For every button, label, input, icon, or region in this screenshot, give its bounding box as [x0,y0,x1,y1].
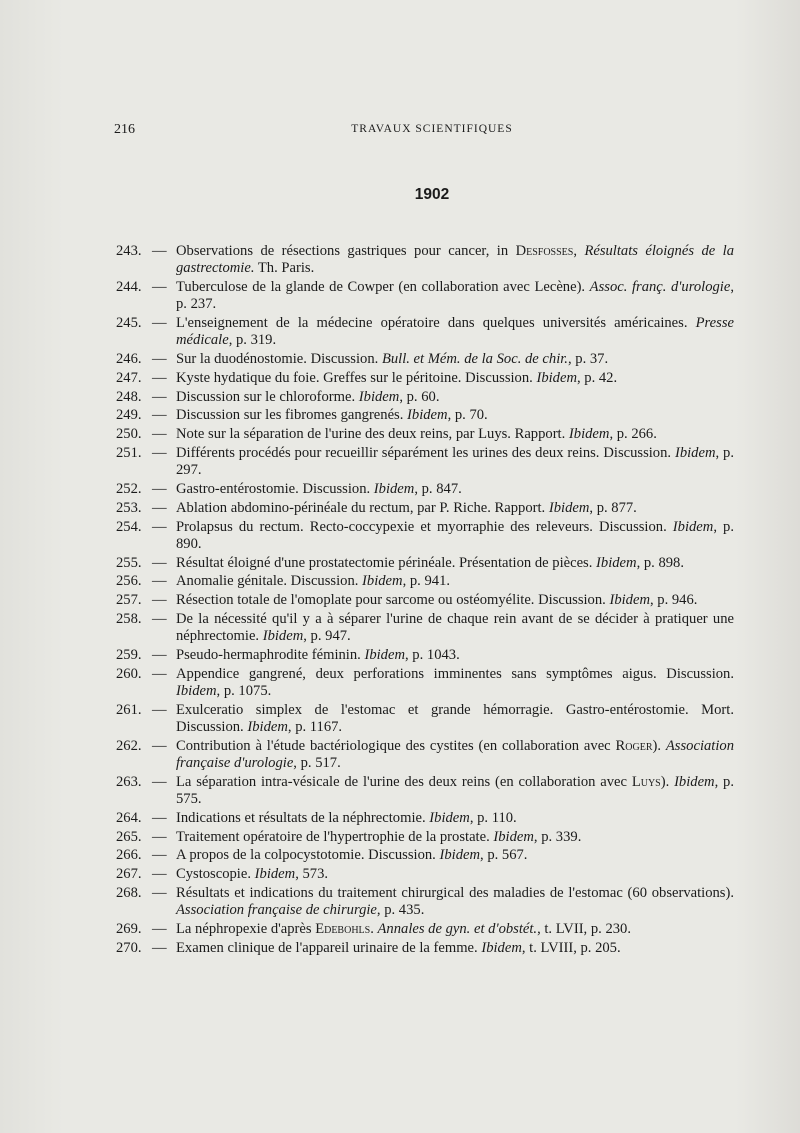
list-item [116,555,734,572]
entry-citation: Ibidem [254,866,296,883]
entry-text-segment: Discussion sur le chloroforme. [176,388,359,405]
entry-citation: Ibidem [358,388,400,405]
entry-number: 254. [116,518,142,535]
entry-citation: Ibidem [429,809,470,826]
entry-text [176,810,517,826]
entry-text [176,445,734,478]
entry-text-segment: , 573. [295,866,329,883]
entry-text [176,866,328,882]
entry-citation: Association française d'urologie [176,737,734,771]
entry-text-segment: L'enseignement de la médecine opératoire dans quelques universités américaines. [176,315,696,331]
entry-text-segment: , p. 110. [469,809,517,826]
entry-citation: Assoc. franç. d'urologie [589,279,731,295]
entry-text-segment: , p. 941. [402,573,451,590]
entry-text-segment: Anomalie génitale. Discussion. [176,573,363,590]
entry-dash: — [152,828,167,845]
entry-citation: Ibidem [439,847,481,864]
entry-text-segment: Appendice gangrené, deux perforations imminentes sans symptômes aigus. Discussion. [176,665,734,682]
entry-citation: Ibidem [674,444,716,461]
entry-dash: — [152,939,167,956]
list-item [116,885,734,919]
entry-author: Roger [615,737,653,754]
entry-citation: Ibidem [362,573,403,590]
entry-number: 255. [116,554,142,571]
entry-text-segment: Différents procédés pour recueillir séparément les urines des deux reins. Discussion. [176,444,675,461]
entry-citation: Ibidem [536,369,577,386]
entry-text-segment: , p. 567. [480,847,528,864]
entry-author: Luys [631,773,661,790]
entry-citation: Ibidem [247,718,288,735]
list-item [116,389,734,406]
entry-text-segment: , p. 898. [636,554,684,571]
list-item [116,407,734,424]
entry-dash: — [152,554,167,571]
entry-number: 249. [116,407,142,424]
entry-dash: — [152,315,167,331]
entry-text-segment: Kyste hydatique du foie. Greffes sur le péritoine. Discussion. [176,369,537,386]
list-item [116,315,734,349]
list-item [116,611,734,645]
entry-text-segment: , t. LVIII, p. 205. [521,939,621,956]
entry-citation: Ibidem [548,499,590,516]
entry-text [176,389,439,405]
entry-text-segment: Indications et résultats de la néphrectomie. [176,809,430,826]
entry-dash: — [152,243,167,259]
entry-text-segment: , p. 70. [447,407,488,424]
list-item [116,847,734,864]
list-item [116,592,734,609]
entry-citation: Ibidem [674,773,715,790]
entry-number: 248. [116,388,142,405]
entry-dash: — [152,369,167,386]
entry-text [176,829,581,845]
year-heading: 1902 [414,186,450,203]
entry-number: 243. [116,243,142,259]
entry-citation: Association française de chirurgie [176,902,377,919]
entry-citation: Ibidem [596,554,637,571]
entry-text-segment: Résultats et indications du traitement chirurgical des maladies de l'estomac (60 observations). [176,884,734,901]
entry-dash: — [152,610,167,627]
entry-number: 270. [116,939,142,956]
entry-text [176,573,450,589]
running-title: TRAVAUX SCIENTIFIQUES [351,123,513,135]
entry-dash: — [152,737,167,754]
entry-text-segment: Th. Paris. [254,260,315,277]
entry-text-segment: Contribution à l'étude bactériologique des cystites (en collaboration avec [176,737,616,754]
entry-text-segment: ). [652,737,666,754]
entry-text-segment: Note sur la séparation de l'urine des deux reins, par Luys. Rapport. [176,426,569,443]
entry-number: 265. [116,828,142,845]
entry-number: 252. [116,480,142,497]
entry-text-segment: , p. 237. [176,279,734,313]
entry-text-segment: , p. 319. [228,332,277,349]
entry-dash: — [152,847,167,864]
entry-text-segment: , p. 575. [176,773,734,807]
entry-text-segment: Examen clinique de l'appareil urinaire de la femme. [176,939,482,956]
entry-text-segment: De la nécessité qu'il y a à séparer l'urine de chaque rein avant de se décider à pratiquer une néphrectomie. [176,610,734,645]
entry-dash: — [152,518,167,535]
entry-text-segment: , p. 60. [399,388,440,405]
entry-citation: Résultats éloignés de la gastrectomie. [176,243,734,277]
entry-text-segment: , p. 435. [376,902,425,919]
entry-text [176,702,734,735]
entry-number: 267. [116,866,142,883]
list-item [116,279,734,313]
entry-text [176,647,460,663]
entry-dash: — [152,773,167,790]
entry-number: 261. [116,701,142,718]
entry-text-segment: , p. 946. [649,592,698,609]
entry-text-segment: Gastro-entérostomie. Discussion. [176,480,374,497]
entry-dash: — [152,701,167,718]
entry-text [176,407,488,423]
entry-dash: — [152,480,167,497]
entry-citation: Annales de gyn. et d'obstét. [377,920,538,937]
list-item [116,738,734,772]
entry-number: 269. [116,920,142,937]
list-item [116,243,734,277]
entry-text-segment: , p. 339. [533,828,582,845]
entry-number: 256. [116,573,142,590]
list-item [116,921,734,938]
entry-text [176,940,621,956]
entry-text-segment: , [573,243,585,259]
entry-text [176,921,631,937]
list-item [116,426,734,443]
entry-text-segment: , p. 1043. [405,646,460,663]
entry-text-segment: Discussion sur les fibromes gangrenés. [176,407,408,424]
entry-number: 262. [116,737,142,754]
entry-text [176,481,462,497]
entry-number: 244. [116,279,142,295]
running-head [114,122,750,140]
list-item [116,647,734,664]
entry-citation: Ibidem [176,682,217,699]
entry-text-segment: Exulceratio simplex de l'estomac et grande hémorragie. Gastro-entérostomie. Mort. Discussion. [176,701,734,735]
list-item [116,829,734,846]
entry-text-segment: , p. 297. [176,444,734,479]
entry-citation: Ibidem [568,426,610,443]
entry-citation: Ibidem [373,480,415,497]
entry-dash: — [152,279,167,295]
entry-text [176,370,617,386]
bibliography-list [116,243,734,959]
entry-dash: — [152,592,167,609]
list-item [116,573,734,590]
entry-citation: Ibidem [262,628,304,645]
entry-number: 251. [116,444,142,461]
list-item [116,666,734,700]
list-item [116,481,734,498]
entry-number: 260. [116,665,142,682]
entry-text [176,315,734,348]
entry-number: 266. [116,847,142,864]
entry-text-segment: Observations de résections gastriques pour cancer, in [176,243,516,259]
entry-text [176,666,734,699]
entry-dash: — [152,426,167,443]
entry-text [176,351,608,367]
entry-citation: Ibidem [364,646,405,663]
entry-dash: — [152,444,167,461]
entry-text-segment: , p. 1167. [287,718,343,735]
entry-number: 246. [116,351,142,367]
entry-text-segment: Sur la duodénostomie. Discussion. [176,351,382,367]
entry-number: 247. [116,369,142,386]
entry-text [176,555,684,571]
list-item [116,370,734,387]
list-item [116,445,734,479]
list-item [116,866,734,883]
entry-text [176,847,527,863]
entry-number: 258. [116,610,142,627]
entry-dash: — [152,407,167,424]
entry-text-segment: , p. 42. [576,369,618,386]
entry-citation: Ibidem [407,407,448,424]
entry-text [176,738,734,771]
entry-text-segment: . [370,920,378,937]
entry-text [176,243,734,276]
entry-text-segment: , p. 947. [303,628,351,645]
entry-text [176,611,734,644]
entry-number: 263. [116,773,142,790]
entry-dash: — [152,866,167,883]
entry-dash: — [152,646,167,663]
entry-text-segment: ). [660,773,675,790]
entry-text-segment: , t. LVII, p. 230. [537,920,631,937]
entry-dash: — [152,499,167,516]
entry-text [176,500,637,516]
entry-text-segment: Résection totale de l'omoplate pour sarcome ou ostéomyélite. Discussion. [176,592,610,609]
entry-number: 259. [116,646,142,663]
entry-dash: — [152,665,167,682]
entry-dash: — [152,388,167,405]
entry-citation: Ibidem [493,828,534,845]
list-item [116,500,734,517]
entry-number: 257. [116,592,142,609]
entry-number: 250. [116,426,142,443]
list-item [116,940,734,957]
entry-dash: — [152,884,167,901]
entry-text-segment: Pseudo-hermaphrodite féminin. [176,646,365,663]
entry-citation: Ibidem [672,518,714,535]
entry-text-segment: Tuberculose de la glande de Cowper (en collaboration avec Lecène). [176,279,590,295]
entry-text-segment: La néphropexie d'après [176,920,316,937]
entry-text-segment: , p. 266. [609,426,657,443]
entry-text-segment: Traitement opératoire de l'hypertrophie de la prostate. [176,828,494,845]
list-item [116,810,734,827]
entry-text [176,592,697,608]
entry-author: Desfosses [515,243,574,259]
entry-dash: — [152,809,167,826]
entry-text-segment: , p. 847. [414,480,462,497]
entry-dash: — [152,573,167,590]
entry-text-segment: La séparation intra-vésicale de l'urine des deux reins (en collaboration avec [176,773,632,790]
list-item [116,351,734,368]
entry-text-segment: , p. 1075. [216,682,272,699]
entry-text [176,774,734,807]
entry-text-segment: A propos de la colpocystotomie. Discussion. [176,847,440,864]
entry-dash: — [152,920,167,937]
entry-text-segment: Résultat éloigné d'une prostatectomie périnéale. Présentation de pièces. [176,554,597,571]
entry-text-segment: Cystoscopie. [176,866,255,883]
entry-author: Edebohls [315,920,371,937]
entry-citation: Presse médicale [176,315,734,349]
entry-text-segment: , p. 517. [293,754,341,771]
entry-text [176,885,734,918]
entry-text [176,519,734,552]
entry-text [176,426,657,442]
entry-citation: Bull. et Mém. de la Soc. de chir. [381,351,568,367]
entry-text-segment: Prolapsus du rectum. Recto-coccypexie et myorraphie des releveurs. Discussion. [176,518,673,535]
entry-citation: Ibidem [481,939,522,956]
entry-text-segment: , p. 890. [176,518,734,552]
entry-number: 253. [116,499,142,516]
list-item [116,774,734,808]
entry-citation: Ibidem [609,592,650,609]
page-number: 216 [114,122,135,137]
entry-number: 245. [116,315,142,331]
entry-text-segment: , p. 37. [567,351,609,367]
entry-dash: — [152,351,167,367]
entry-number: 264. [116,809,142,826]
list-item [116,702,734,736]
entry-text [176,279,734,312]
entry-number: 268. [116,884,142,901]
list-item [116,519,734,553]
entry-text-segment: Ablation abdomino-périnéale du rectum, par P. Riche. Rapport. [176,499,549,516]
entry-text-segment: , p. 877. [589,499,637,516]
